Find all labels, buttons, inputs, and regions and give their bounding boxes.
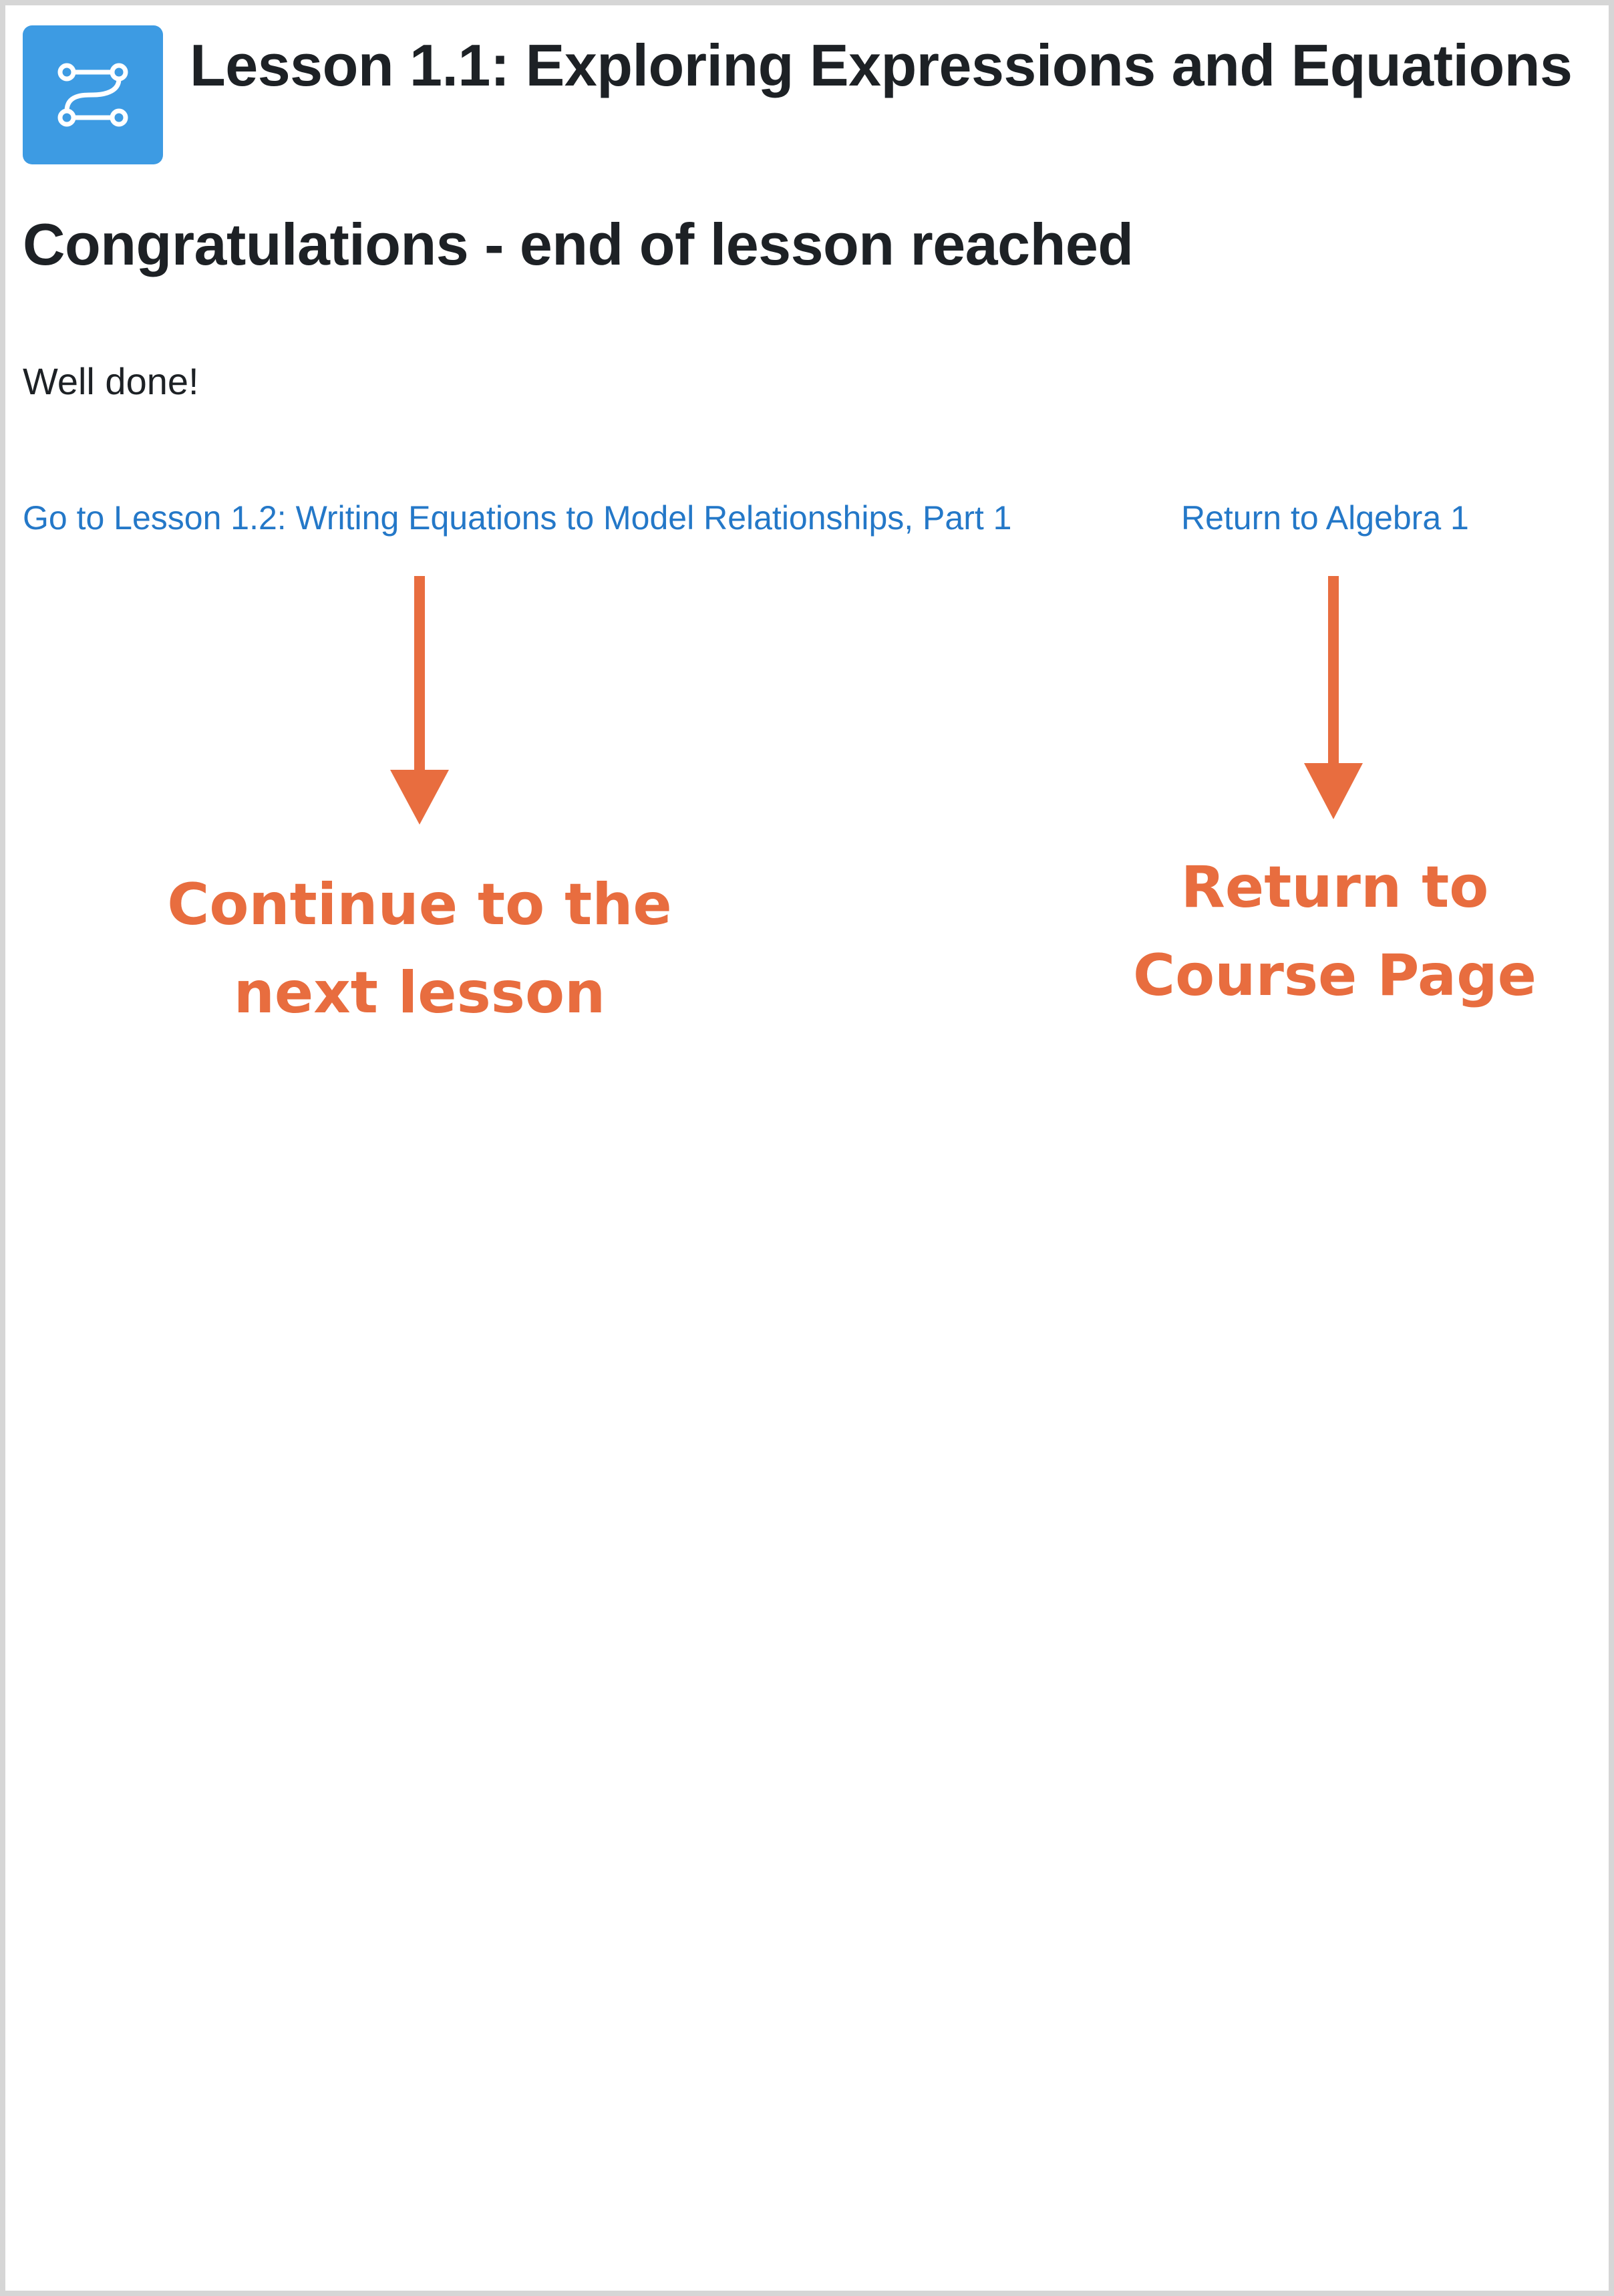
annotation-line: next lesson xyxy=(233,960,606,1026)
next-lesson-link[interactable]: Go to Lesson 1.2: Writing Equations to Model Relationships, Part 1 xyxy=(23,499,1012,537)
page-title: Lesson 1.1: Exploring Expressions and Equations xyxy=(190,32,1573,98)
completion-message: Well done! xyxy=(23,360,199,402)
end-of-lesson-heading: Congratulations - end of lesson reached xyxy=(23,211,1134,277)
next-lesson-annotation xyxy=(139,861,700,1037)
course-page-annotation xyxy=(1068,843,1602,1020)
annotation-line: Continue to the xyxy=(167,871,672,938)
lesson-path-icon xyxy=(23,25,163,164)
annotation-line: Course Page xyxy=(1133,942,1537,1009)
arrow-down-icon xyxy=(1300,575,1367,822)
arrow-down-icon xyxy=(386,575,453,829)
lesson-header xyxy=(23,25,1572,166)
annotation-line: Return to xyxy=(1180,854,1489,921)
lesson-path-glyph xyxy=(56,60,130,130)
return-to-course-link[interactable]: Return to Algebra 1 xyxy=(1181,499,1469,537)
